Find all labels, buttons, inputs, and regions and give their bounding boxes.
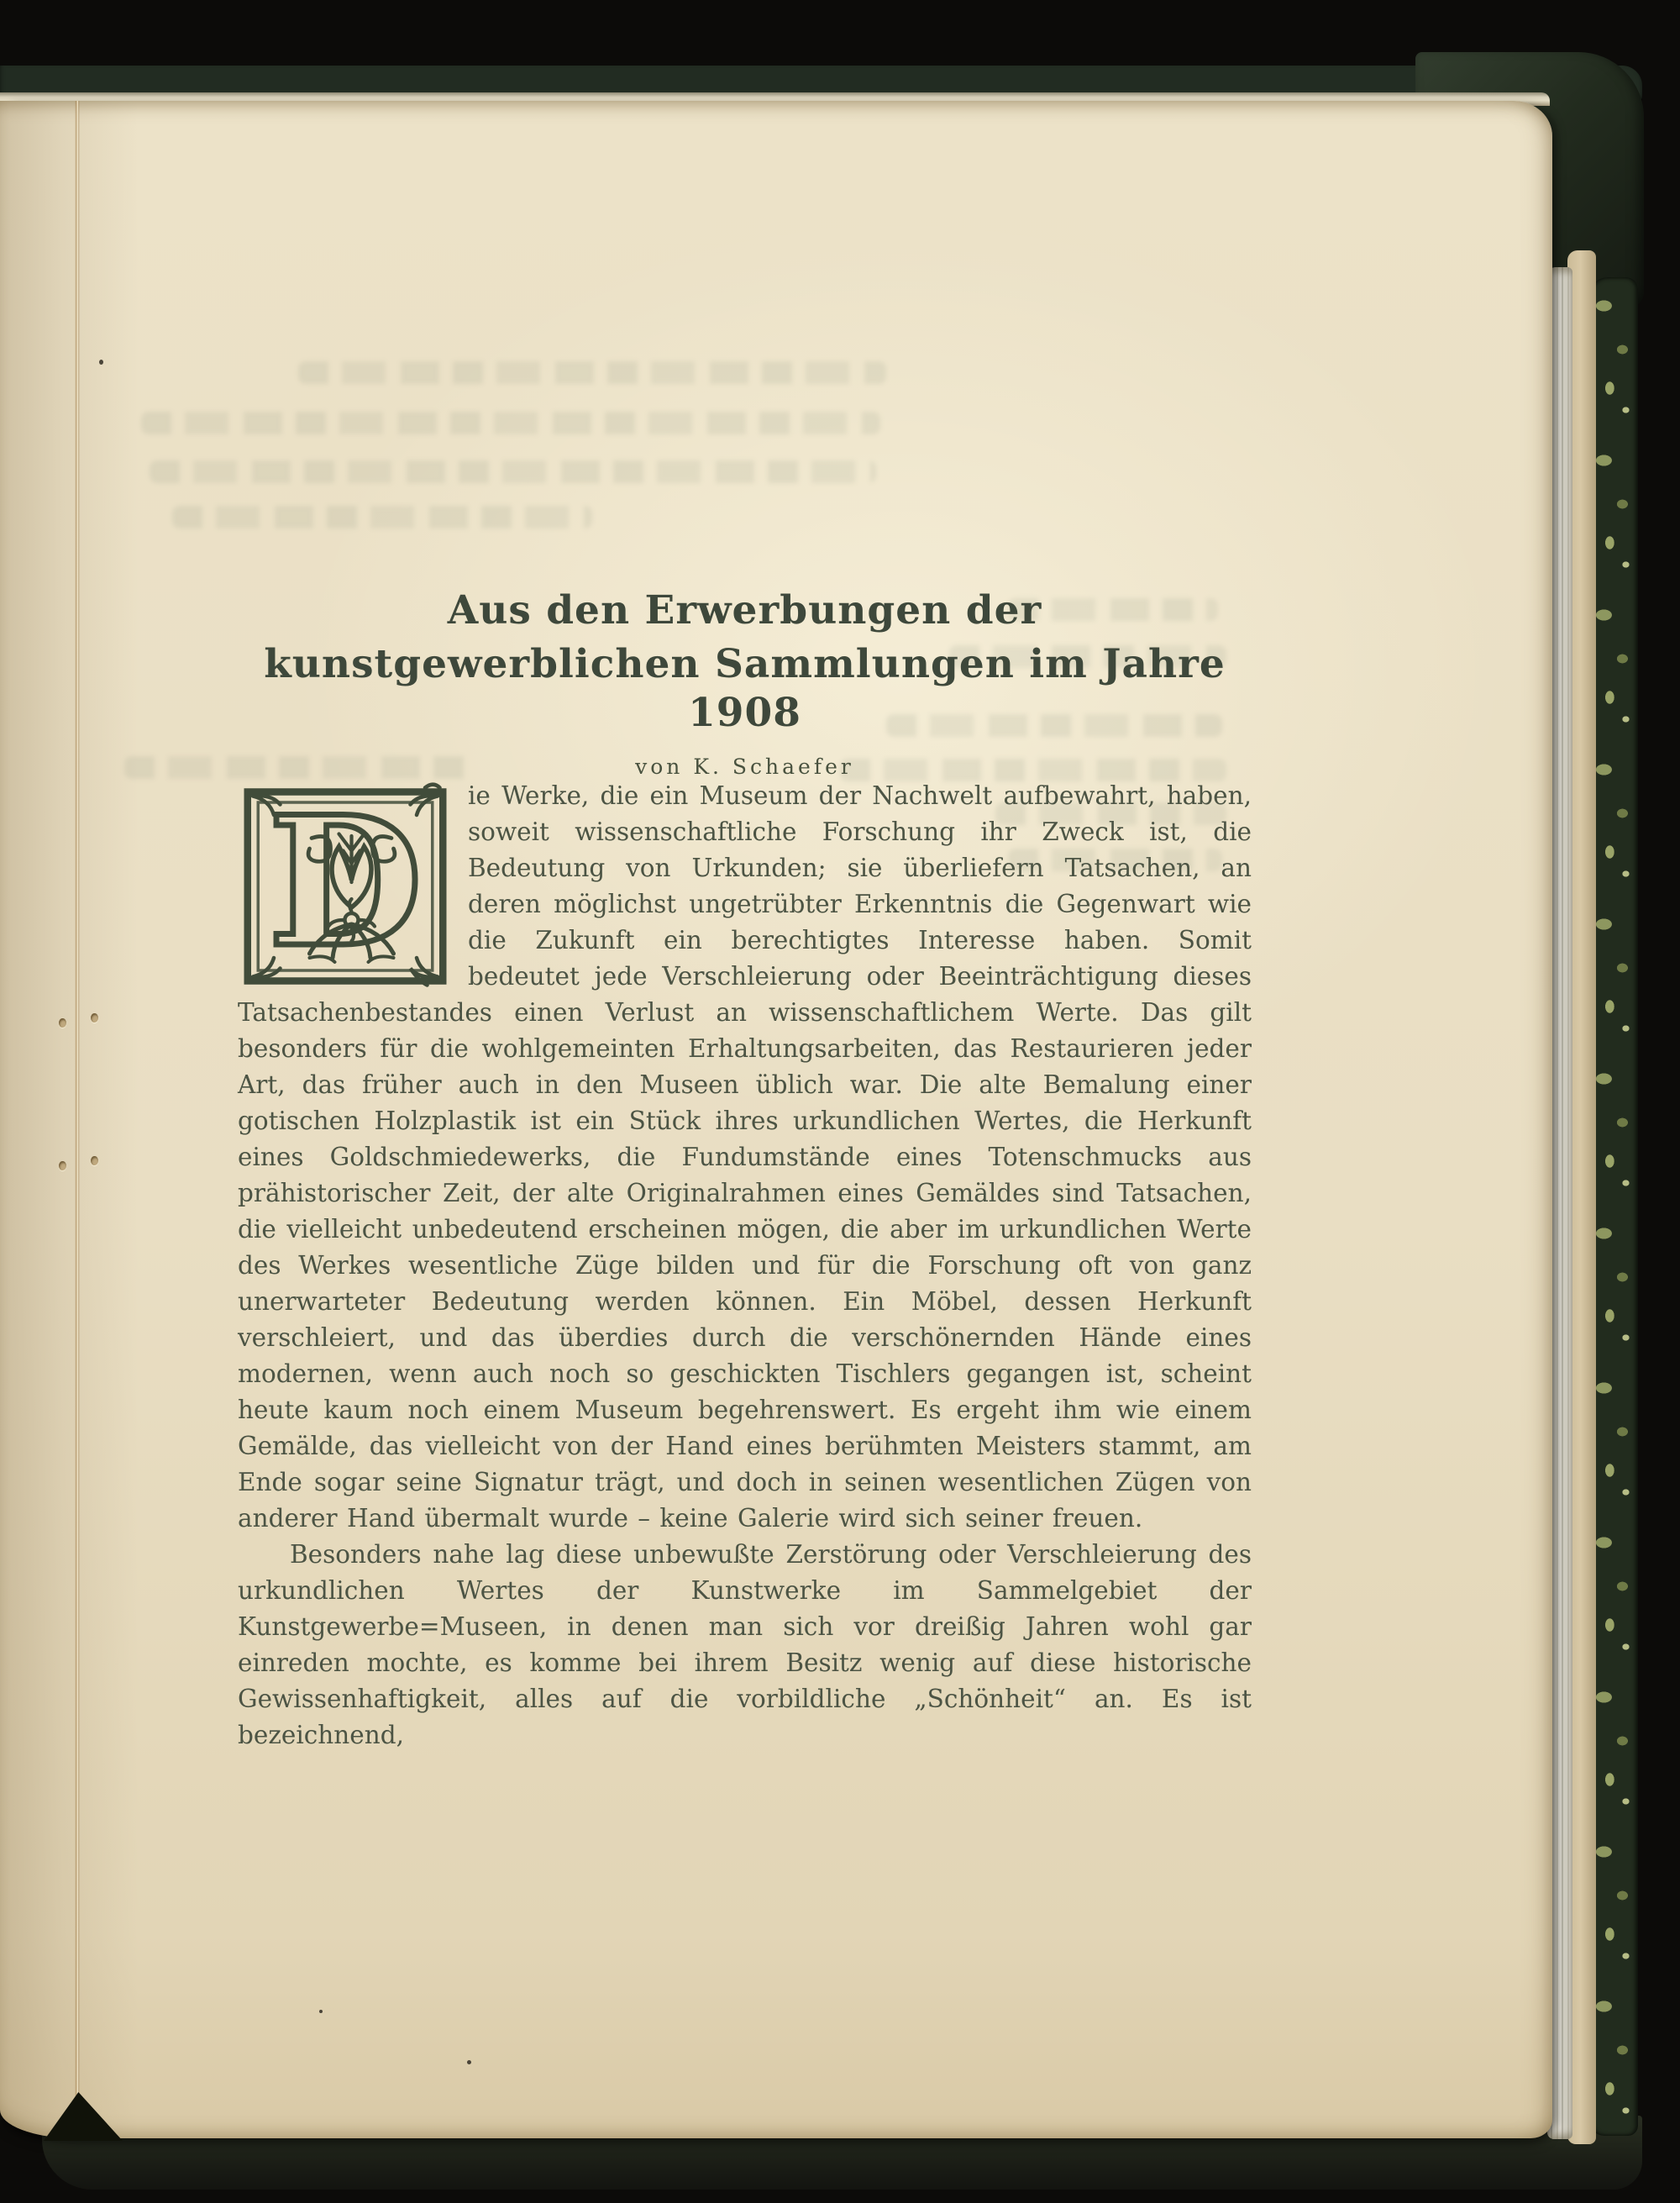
paper-speck — [467, 2060, 471, 2064]
heading-line-1: Aus den Erwerbungen der — [447, 587, 1042, 634]
bleed-through-text — [172, 506, 592, 528]
paper-speck — [319, 2010, 323, 2013]
paragraph-1: ie Werke, die ein Museum der Nachwelt aufbewahrt, haben, soweit wissenschaftliche Forschung ihr Zweck ist, die Bedeutung von Urkunden; sie überliefern Tatsachen, an deren möglichst ungetrübter Erkenntnis die Gegenwart wie die Zukunft ein berechtigtes Interesse haben. Somit bedeutet jede Verschleierung oder Beeinträchtigung dieses Tatsachenbestandes einen Verlust an wissenschaftlichem Werte. Das gilt besonders für die wohlgemeinten Erhaltungsarbeiten, das Restaurieren jeder Art, das früher auch in den Museen üblich war. Die alte Bemalung einer gotischen Holzplastik ist ein Stück ihres urkundlichen Wertes, die Herkunft eines Goldschmiedewerks, die Fundumstände eines Totenschmucks aus prähistorischer Zeit, der alte Originalrahmen eines Gemäldes sind Tatsachen, die vielleicht unbedeutend erscheinen mögen, die aber im urkundlichen Werte des Werkes wesentliche Züge bilden und für die Forschung oft von ganz unerwarteter Bedeutung werden können. Ein Möbel, dessen Herkunft verschleiert, und das überdies durch die verschönernden Hände eines modernen, wenn auch noch so geschickten Tischlers gegangen ist, scheint heute kaum noch einem Museum begehrenswert. Es ergeht ihm wie einem Gemälde, das vielleicht von der Hand eines berühmten Meisters stammt, am Ende sogar seine Signatur trägt, und doch in seinen wesentlichen Zügen von anderer Hand übermalt wurde – keine Galerie wird sich seiner freuen. — [238, 781, 1252, 1533]
article-body — [238, 778, 1252, 1753]
sewing-hole — [91, 1156, 98, 1165]
sewing-hole — [59, 1161, 66, 1170]
bleed-through-text — [298, 361, 886, 384]
ornamental-initial-d — [238, 777, 453, 991]
heading-line-2: kunstgewerblichen Sammlungen im Jahre 1908 — [264, 641, 1226, 736]
author-byline: von K. Schaefer — [635, 754, 854, 779]
bleed-through-text — [150, 460, 876, 483]
drop-cap-letter: D — [268, 777, 423, 986]
gutter-crease — [75, 101, 80, 2132]
article-heading — [238, 586, 1252, 779]
paragraph-2: Besonders nahe lag diese unbewußte Zerstörung oder Verschleierung des urkundlichen Wertes der Kunstwerke im Sammelgebiet der Kunstgewerbe=Museen, in denen man sich vor dreißig Jahren wohl gar einreden mochte, es komme bei ihrem Besitz wenig auf diese historische Gewissenhaftigkeit, alles auf die vorbildliche „Schönheit“ an. Es ist bezeichnend, — [238, 1540, 1252, 1749]
paper-speck — [99, 360, 103, 365]
bleed-through-text — [141, 412, 880, 434]
marbled-cover-edge — [1589, 277, 1638, 2136]
sewing-hole — [91, 1013, 98, 1023]
sewing-hole — [59, 1018, 66, 1028]
gutter-shadow — [0, 101, 139, 2138]
